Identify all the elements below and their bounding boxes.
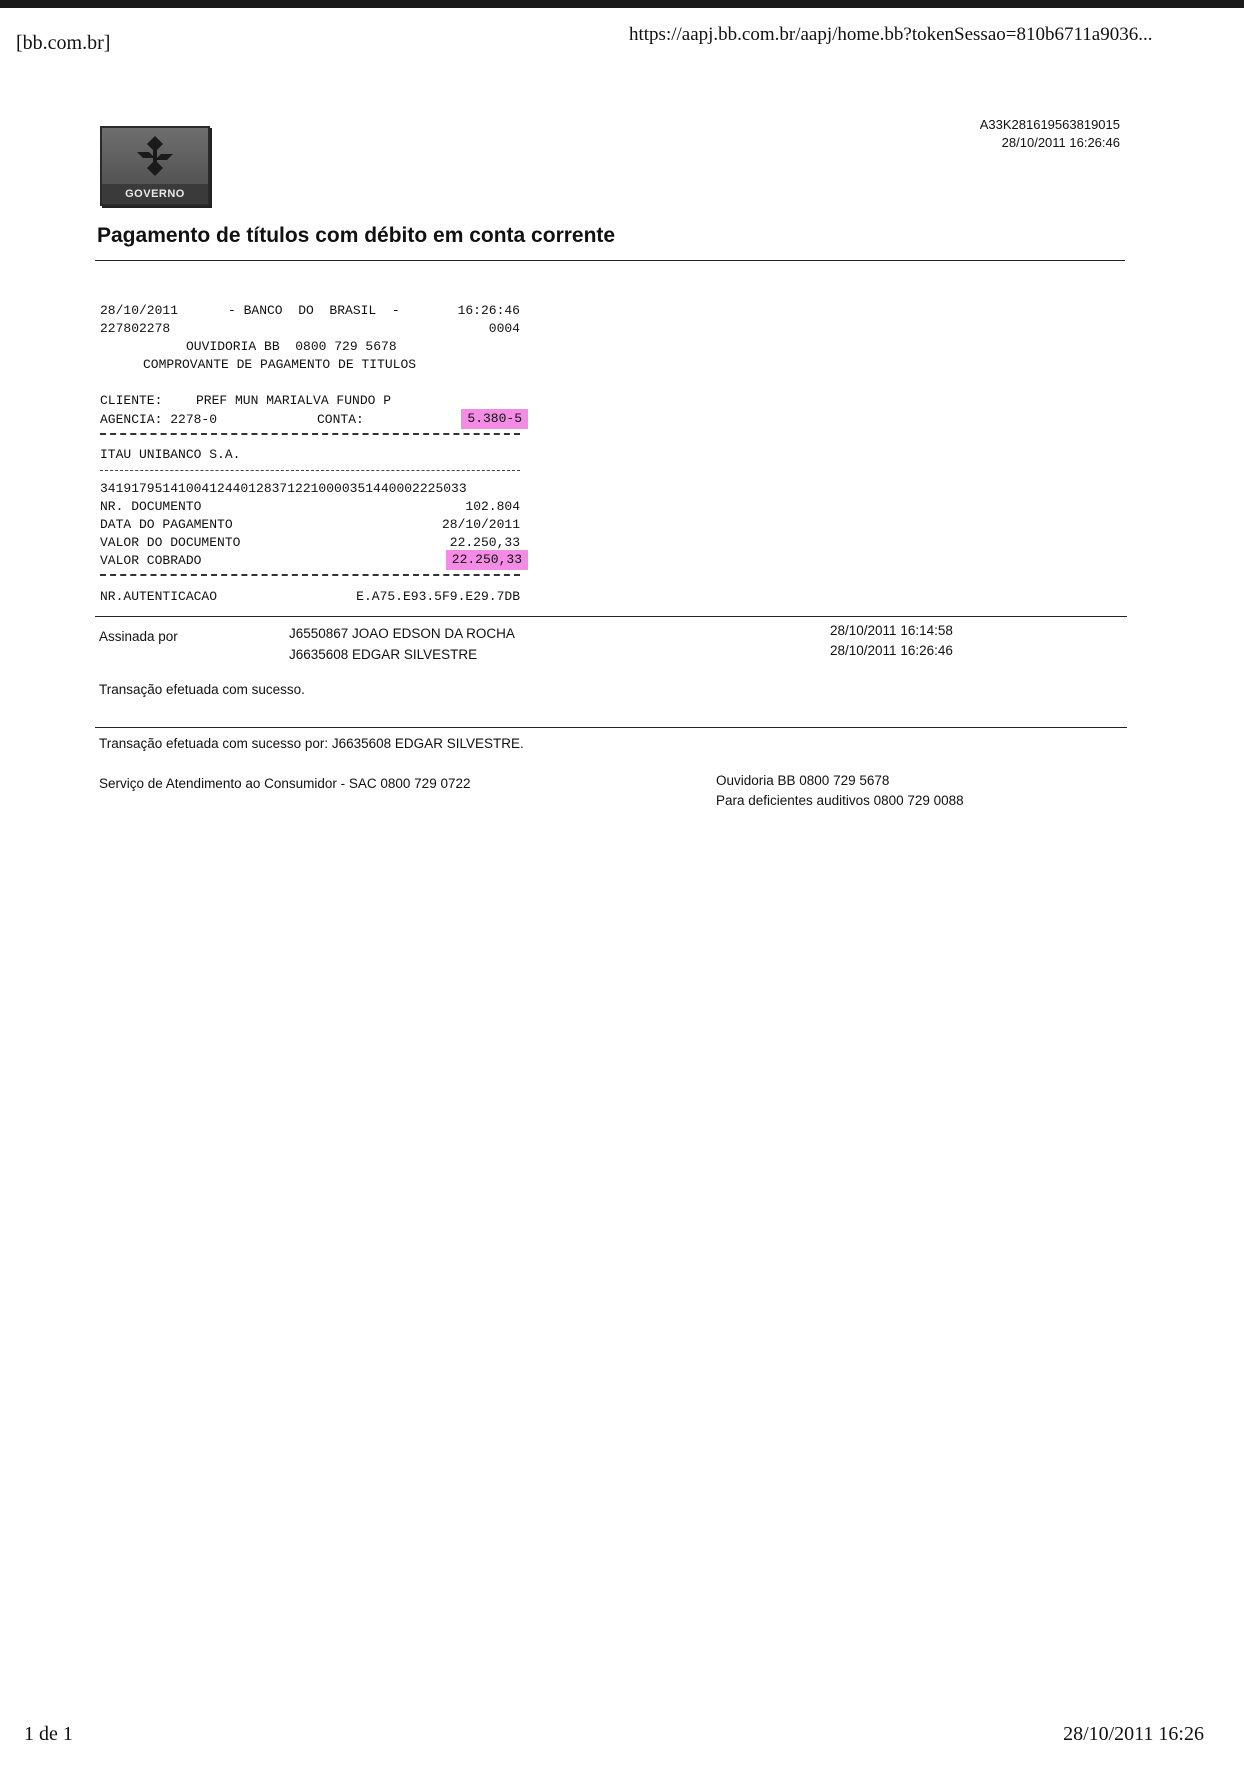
signer-1-datetime: 28/10/2011 16:14:58 xyxy=(830,623,953,638)
hearing-impaired-contact: Para deficientes auditivos 0800 729 0088 xyxy=(716,793,964,808)
signer-2-name: J6635608 EDGAR SILVESTRE xyxy=(289,647,478,662)
footer-divider xyxy=(95,727,1127,728)
charged-value-label: VALOR COBRADO xyxy=(100,553,202,568)
bank-logo xyxy=(100,126,210,206)
account-label: CONTA: xyxy=(317,412,364,427)
success-by-text: Transação efetuada com sucesso por: J6635608 EDGAR SILVESTRE. xyxy=(99,736,524,751)
payment-date-label: DATA DO PAGAMENTO xyxy=(100,517,233,532)
auth-label: NR.AUTENTICACAO xyxy=(100,589,218,604)
reference-block xyxy=(980,116,1120,152)
reference-code: A33K281619563819015 xyxy=(979,117,1120,132)
receipt-date: 28/10/2011 xyxy=(100,303,179,318)
barcode-line: 34191795141004124401283712210000351440002225033 xyxy=(100,481,467,496)
agency-label: AGENCIA: 2278-0 xyxy=(100,412,218,427)
receipt-block xyxy=(100,302,530,602)
page-title: Pagamento de títulos com débito em conta corrente xyxy=(97,224,616,247)
receipt-sequence: 0004 xyxy=(488,321,520,336)
doc-value-value: 22.250,33 xyxy=(449,535,520,550)
payment-date-value: 28/10/2011 xyxy=(441,517,520,532)
doc-number-value: 102.804 xyxy=(465,499,520,514)
separator-3 xyxy=(100,574,520,576)
receipt-time: 16:26:46 xyxy=(457,303,520,318)
signer-2-datetime: 28/10/2011 16:26:46 xyxy=(830,643,953,658)
sac-contact: Serviço de Atendimento ao Consumidor - SAC 0800 729 0722 xyxy=(99,776,471,791)
ombudsman-contact: Ouvidoria BB 0800 729 5678 xyxy=(716,773,890,788)
site-label: [bb.com.br] xyxy=(16,32,111,54)
doc-value-label: VALOR DO DOCUMENTO xyxy=(100,535,241,550)
receipt-divider xyxy=(95,616,1127,617)
client-value: PREF MUN MARIALVA FUNDO P xyxy=(196,393,392,408)
separator-1 xyxy=(100,433,520,435)
receipt-terminal-id: 227802278 xyxy=(100,321,171,336)
auth-value: E.A75.E93.5F9.E29.7DB xyxy=(356,589,520,604)
bb-logo-icon xyxy=(133,134,177,178)
receipt-title: COMPROVANTE DE PAGAMENTO DE TITULOS xyxy=(143,357,417,372)
charged-value-highlight: 22.250,33 xyxy=(446,550,528,570)
receipt-bank-name: - BANCO DO BRASIL - xyxy=(228,303,400,318)
title-divider xyxy=(95,260,1125,261)
print-datetime: 28/10/2011 16:26 xyxy=(1063,1723,1204,1745)
doc-number-label: NR. DOCUMENTO xyxy=(100,499,202,514)
account-value-highlight: 5.380-5 xyxy=(461,409,528,429)
signed-by-label: Assinada por xyxy=(99,629,178,644)
client-label: CLIENTE: xyxy=(100,393,163,408)
signer-1-name: J6550867 JOAO EDSON DA ROCHA xyxy=(289,626,515,641)
separator-2 xyxy=(100,470,520,471)
page-url: https://aapj.bb.com.br/aapj/home.bb?tokenSessao=810b6711a9036... xyxy=(629,24,1153,45)
transaction-status: Transação efetuada com sucesso. xyxy=(99,682,305,697)
scan-top-border xyxy=(0,0,1244,8)
reference-datetime: 28/10/2011 16:26:46 xyxy=(1001,135,1120,150)
beneficiary-bank: ITAU UNIBANCO S.A. xyxy=(100,447,241,462)
receipt-ombudsman: OUVIDORIA BB 0800 729 5678 xyxy=(186,339,397,354)
logo-band: GOVERNO xyxy=(102,184,208,204)
page-count: 1 de 1 xyxy=(24,1723,73,1745)
